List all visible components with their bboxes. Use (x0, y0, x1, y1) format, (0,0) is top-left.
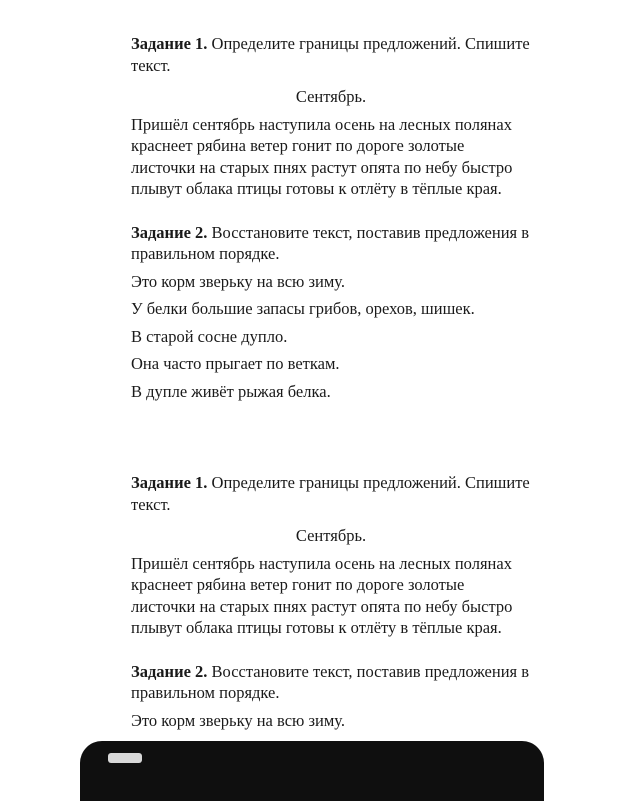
task-2-label: Задание 2. (131, 661, 208, 681)
sentence-list-cut (131, 710, 531, 731)
task-1-label: Задание 1. (131, 34, 208, 53)
worksheet-second (131, 472, 531, 731)
sentence-item: Это корм зверьку на всю зиму. (131, 710, 345, 730)
sentence-item: У белки большие запасы грибов, орехов, шишек. (131, 299, 475, 318)
task-2-instruction: Восстановите текст, поставив предложения в правильном порядке. (131, 222, 530, 263)
sentence-item: Она часто прыгает по веткам. (131, 354, 340, 373)
story-text: Пришёл сентябрь наступила осень на лесных полянах краснеет рябина ветер гонит по дороге золотые листочки на старых пнях растут опята по небу быстро плывут облака птицы готовы к отлёту в тёплые края. (131, 114, 513, 198)
task-1-label: Задание 1. (131, 473, 208, 492)
task-2-heading (131, 661, 531, 704)
story-text: Пришёл сентябрь наступила осень на лесных полянах краснеет рябина ветер гонит по дороге золотые листочки на старых пнях растут опята по небу быстро плывут облака птицы готовы к отлёту в тёплые края. (131, 553, 513, 637)
task-2-label: Задание 2. (131, 222, 208, 242)
story-title: Сентябрь. (295, 87, 367, 106)
bottom-sheet-bar[interactable] (80, 741, 544, 801)
story-title: Сентябрь. (295, 526, 367, 545)
sheet-handle[interactable] (108, 753, 142, 763)
worksheet-first (131, 33, 531, 402)
sentence-item: Это корм зверьку на всю зиму. (131, 271, 345, 291)
task-2-heading (131, 222, 531, 265)
task-2-instruction: Восстановите текст, поставив предложения в правильном порядке. (131, 661, 530, 702)
task-1-instruction: Определите границы предложений. Спишите текст. (131, 34, 530, 75)
sentence-item: В старой сосне дупло. (131, 326, 288, 346)
sentence-item: В дупле живёт рыжая белка. (131, 381, 331, 401)
task-1-heading (131, 472, 531, 515)
task-1-instruction: Определите границы предложений. Спишите текст. (131, 473, 530, 514)
task-1-heading (131, 33, 531, 76)
